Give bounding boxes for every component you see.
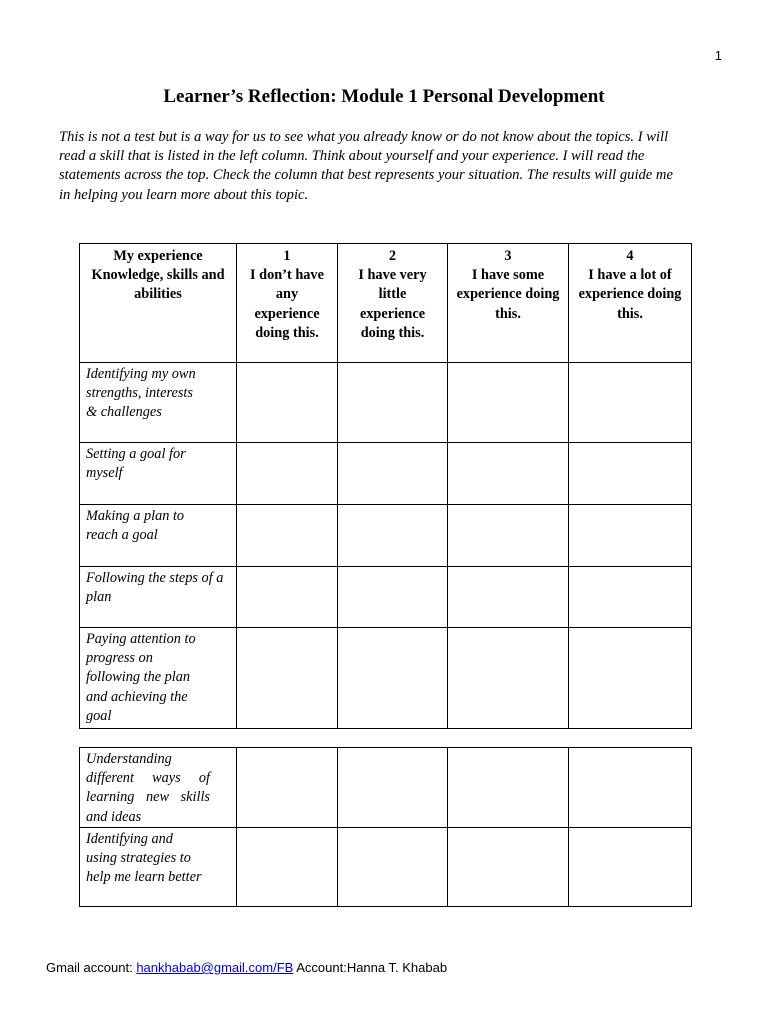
- footer-label: Gmail account:: [46, 960, 133, 975]
- skill-cell: Setting a goal for myself: [80, 443, 237, 505]
- check-cell-level-2[interactable]: [338, 505, 448, 567]
- check-cell-level-3[interactable]: [448, 827, 569, 906]
- table-row: [80, 443, 692, 505]
- page-title: Learner’s Reflection: Module 1 Personal Development: [163, 86, 605, 107]
- page-number: 1: [714, 48, 722, 63]
- check-cell-level-1[interactable]: [237, 628, 338, 729]
- skill-cell: Paying attention to progress on following the plan and achieving the goal: [80, 628, 237, 729]
- skill-cell: Following the steps of a plan: [80, 567, 237, 628]
- check-cell-level-1[interactable]: [237, 363, 338, 443]
- check-cell-level-3[interactable]: [448, 505, 569, 567]
- check-cell-level-4[interactable]: [569, 827, 692, 906]
- check-cell-level-4[interactable]: [569, 363, 692, 443]
- check-cell-level-2[interactable]: [338, 363, 448, 443]
- check-cell-level-2[interactable]: [338, 443, 448, 505]
- check-cell-level-3[interactable]: [448, 443, 569, 505]
- instructions-line: statements across the top. Check the column that best represents your situation. The results will guide me: [59, 167, 673, 184]
- email-link[interactable]: hankhabab@gmail.com/FB: [136, 960, 294, 975]
- skill-cell: Identifying my own strengths, interests & challenges: [80, 363, 237, 443]
- skill-cell: Making a plan to reach a goal: [80, 505, 237, 567]
- table-row: [80, 628, 692, 729]
- check-cell-level-4[interactable]: [569, 505, 692, 567]
- check-cell-level-3[interactable]: [448, 567, 569, 628]
- header-level-4: 4 I have a lot of experience doing this.: [569, 244, 692, 363]
- check-cell-level-1[interactable]: [237, 748, 338, 828]
- header-level-1: 1 I don’t have any experience doing this.: [237, 244, 338, 363]
- header-skills: My experience Knowledge, skills and abilities: [80, 244, 237, 363]
- instructions-line: This is not a test but is a way for us to see what you already know or do not know about the topics. I will: [59, 129, 669, 145]
- header-level-2: 2 I have very little experience doing this.: [338, 244, 448, 363]
- check-cell-level-3[interactable]: [448, 363, 569, 443]
- check-cell-level-2[interactable]: [338, 827, 448, 906]
- reflection-table: [79, 243, 692, 729]
- header-level-3: 3 I have some experience doing this.: [448, 244, 569, 363]
- instructions-paragraph: [59, 128, 709, 205]
- check-cell-level-3[interactable]: [448, 748, 569, 828]
- footer-account: Account:Hanna T. Khabab: [296, 960, 448, 975]
- skill-cell: Understanding different ways of learning new skills and ideas: [80, 748, 237, 828]
- check-cell-level-1[interactable]: [237, 505, 338, 567]
- check-cell-level-4[interactable]: [569, 748, 692, 828]
- check-cell-level-3[interactable]: [448, 628, 569, 729]
- table-row: [80, 567, 692, 628]
- check-cell-level-4[interactable]: [569, 567, 692, 628]
- check-cell-level-4[interactable]: [569, 443, 692, 505]
- check-cell-level-4[interactable]: [569, 628, 692, 729]
- table-header-row: [80, 244, 692, 363]
- table-row: [80, 827, 692, 906]
- check-cell-level-2[interactable]: [338, 628, 448, 729]
- check-cell-level-2[interactable]: [338, 748, 448, 828]
- footer: [46, 960, 447, 975]
- table-row: [80, 505, 692, 567]
- instructions-line: read a skill that is listed in the left column. Think about yourself and your experience. I will read the: [59, 148, 645, 165]
- check-cell-level-1[interactable]: [237, 827, 338, 906]
- check-cell-level-1[interactable]: [237, 443, 338, 505]
- skill-cell: Identifying and using strategies to help me learn better: [80, 827, 237, 906]
- table-row: [80, 748, 692, 828]
- check-cell-level-2[interactable]: [338, 567, 448, 628]
- table-row: [80, 363, 692, 443]
- check-cell-level-1[interactable]: [237, 567, 338, 628]
- reflection-table-continued: [79, 747, 692, 907]
- instructions-line: in helping you learn more about this topic.: [59, 186, 309, 203]
